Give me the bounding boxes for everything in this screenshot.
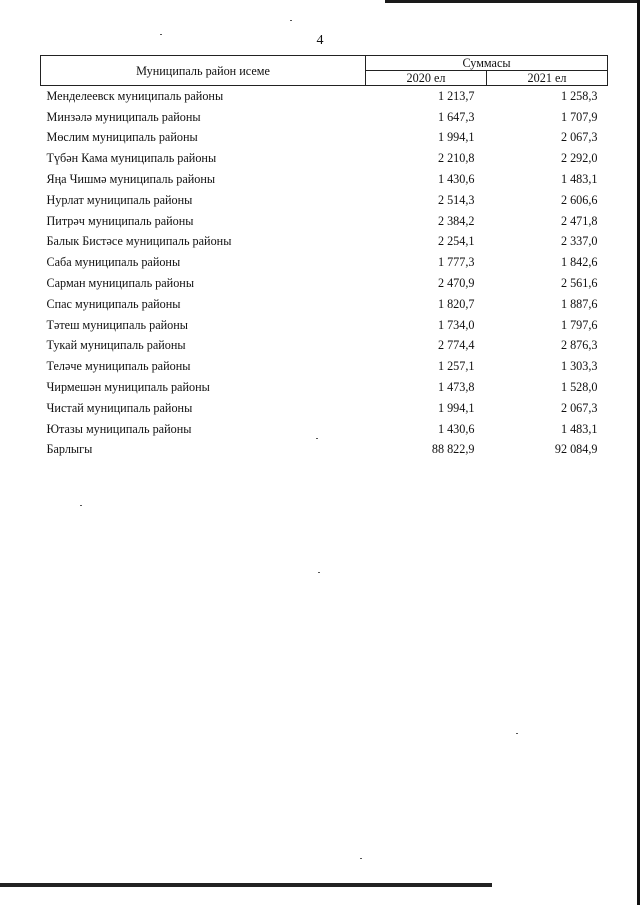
district-name-cell: Нурлат муниципаль районы (46, 192, 193, 207)
table-row (41, 107, 608, 128)
value-2021-cell: 2 561,6 (560, 276, 598, 291)
district-name-cell: Мөслим муниципаль районы (46, 130, 198, 145)
table-row (41, 148, 608, 169)
value-2021-cell: 2 471,8 (560, 213, 598, 228)
district-name-cell: Питрәч муниципаль районы (46, 213, 194, 228)
district-name-cell: Ютазы муниципаль районы (46, 421, 192, 436)
district-name-cell: Саба муниципаль районы (46, 255, 181, 270)
value-2021-cell: 1 258,3 (560, 88, 598, 103)
table-row (41, 86, 608, 107)
column-header-district-name: Муниципаль район исеме (41, 56, 366, 86)
table-row (41, 211, 608, 232)
value-2020-cell: 2 774,4 (437, 338, 475, 353)
table-row (41, 315, 608, 336)
page-number: 4 (316, 33, 324, 48)
total-label: Барлыгы (46, 442, 93, 457)
table-row (41, 377, 608, 398)
value-2021-cell: 2 337,0 (560, 234, 598, 249)
value-2020-cell: 1 213,7 (437, 88, 475, 103)
value-2020-cell: 1 430,6 (437, 421, 475, 436)
table-row (41, 294, 608, 315)
table-body (41, 86, 608, 461)
district-name-cell: Минзәлә муниципаль районы (46, 109, 201, 124)
total-row (41, 440, 608, 461)
district-name-cell: Сарман муниципаль районы (46, 276, 195, 291)
scan-speck (318, 572, 320, 573)
scan-speck (360, 858, 362, 859)
scan-edge-bottom (0, 883, 492, 887)
column-header-2021: 2021 ел (487, 71, 608, 86)
district-name-cell: Балык Бистәсе муниципаль районы (46, 234, 232, 249)
value-2020-cell: 1 647,3 (437, 109, 475, 124)
table-row (41, 169, 608, 190)
district-name-cell: Спас муниципаль районы (46, 296, 181, 311)
value-2020-cell: 1 994,1 (437, 130, 475, 145)
scan-speck (516, 733, 518, 734)
value-2020-cell: 1 820,7 (437, 296, 475, 311)
value-2020-cell: 1 430,6 (437, 172, 475, 187)
value-2021-cell: 1 483,1 (560, 421, 598, 436)
value-2021-cell: 2 067,3 (560, 130, 598, 145)
table-row (41, 252, 608, 273)
value-2020-cell: 1 994,1 (437, 400, 475, 415)
table-row (41, 356, 608, 377)
district-name-cell: Тәтеш муниципаль районы (46, 317, 188, 332)
value-2021-cell: 2 067,3 (560, 400, 598, 415)
value-2021-cell: 1 483,1 (560, 172, 598, 187)
value-2020-cell: 2 470,9 (437, 276, 475, 291)
scan-speck (290, 20, 292, 21)
table-row (41, 419, 608, 440)
value-2020-cell: 2 384,2 (437, 213, 475, 228)
scan-edge-top (385, 0, 640, 3)
district-name-cell: Яңа Чишмә муниципаль районы (46, 172, 216, 187)
table-row (41, 190, 608, 211)
district-name-cell: Түбән Кама муниципаль районы (46, 151, 217, 166)
value-2021-cell: 2 292,0 (560, 151, 598, 166)
column-header-2020: 2020 ел (366, 71, 487, 86)
table-row (41, 336, 608, 357)
value-2021-cell: 1 887,6 (560, 296, 598, 311)
value-2020-cell: 1 257,1 (437, 359, 475, 374)
value-2021-cell: 2 876,3 (560, 338, 598, 353)
value-2020-cell: 1 734,0 (437, 317, 475, 332)
value-2020-cell: 2 254,1 (437, 234, 475, 249)
value-2020-cell: 1 473,8 (437, 380, 475, 395)
value-2021-cell: 1 303,3 (560, 359, 598, 374)
subsidy-table (40, 55, 608, 460)
value-2020-cell: 2 210,8 (437, 151, 475, 166)
scan-speck (80, 505, 82, 506)
column-header-sums: Суммасы (366, 56, 608, 71)
table-row (41, 398, 608, 419)
table-header (41, 56, 608, 86)
table-row (41, 232, 608, 253)
district-name-cell: Тукай муниципаль районы (46, 338, 186, 353)
table-row (41, 128, 608, 149)
district-name-cell: Чистай муниципаль районы (46, 400, 193, 415)
value-2020-cell: 2 514,3 (437, 192, 475, 207)
total-2020-cell: 88 822,9 (431, 442, 475, 457)
district-name-cell: Менделеевск муниципаль районы (46, 88, 224, 103)
district-name-cell: Теләче муниципаль районы (46, 359, 191, 374)
value-2020-cell: 1 777,3 (437, 255, 475, 270)
value-2021-cell: 1 528,0 (560, 380, 598, 395)
value-2021-cell: 1 797,6 (560, 317, 598, 332)
table-row (41, 273, 608, 294)
total-2021-cell: 92 084,9 (554, 442, 598, 457)
value-2021-cell: 1 842,6 (560, 255, 598, 270)
value-2021-cell: 1 707,9 (560, 109, 598, 124)
value-2021-cell: 2 606,6 (560, 192, 598, 207)
district-name-cell: Чирмешән муниципаль районы (46, 380, 210, 395)
